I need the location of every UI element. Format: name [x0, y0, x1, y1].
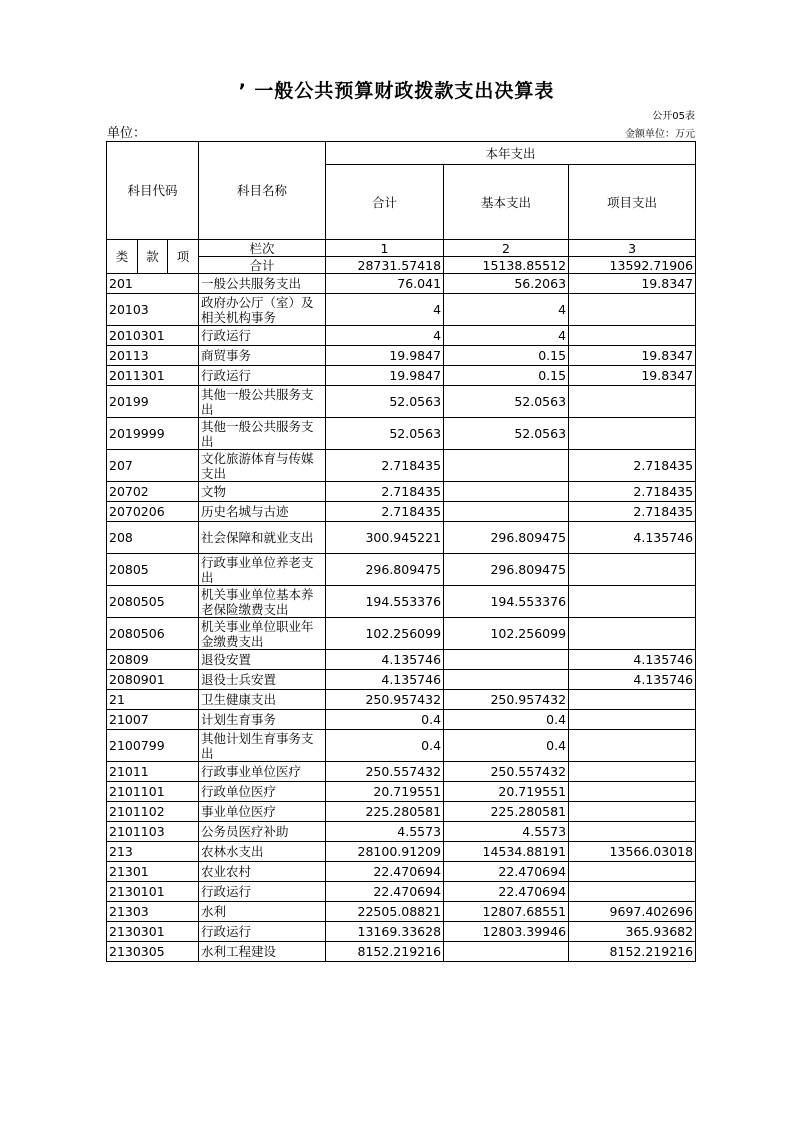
- header-total: 合计: [326, 165, 444, 240]
- row-project: [569, 782, 696, 802]
- row-code: 207: [107, 450, 199, 482]
- table-row: [107, 450, 696, 482]
- table-row: [107, 862, 696, 882]
- row-code: 21011: [107, 762, 199, 782]
- row-basic: 102.256099: [444, 618, 569, 650]
- row-project: 9697.402696: [569, 902, 696, 922]
- row-name: 行政运行: [199, 366, 326, 386]
- header-subject-code: 科目代码: [107, 142, 199, 240]
- header-basic: 基本支出: [444, 165, 569, 240]
- row-total: 52.0563: [326, 418, 444, 450]
- row-basic: 4: [444, 326, 569, 346]
- table-row: [107, 762, 696, 782]
- header-current-year: 本年支出: [326, 142, 696, 165]
- row-project: 19.8347: [569, 366, 696, 386]
- row-name: 商贸事务: [199, 346, 326, 366]
- row-project: 4.135746: [569, 522, 696, 554]
- row-code: 213: [107, 842, 199, 862]
- row-project: [569, 710, 696, 730]
- table-row: [107, 730, 696, 762]
- row-name: 其他一般公共服务支出: [199, 386, 326, 418]
- row-total: 22505.08821: [326, 902, 444, 922]
- table-row: [107, 842, 696, 862]
- row-project: 4.135746: [569, 670, 696, 690]
- header-column-no: 栏次: [199, 240, 326, 257]
- table-row: [107, 554, 696, 586]
- row-name: 农林水支出: [199, 842, 326, 862]
- row-name: 行政运行: [199, 882, 326, 902]
- row-project: [569, 882, 696, 902]
- row-basic: 250.957432: [444, 690, 569, 710]
- table-row: [107, 482, 696, 502]
- table-row: [107, 942, 696, 962]
- row-code: 2019999: [107, 418, 199, 450]
- row-code: 20809: [107, 650, 199, 670]
- table-row: [107, 326, 696, 346]
- row-code: 21007: [107, 710, 199, 730]
- row-name: 文物: [199, 482, 326, 502]
- table-row: [107, 502, 696, 522]
- row-code: 2101102: [107, 802, 199, 822]
- row-basic: 22.470694: [444, 862, 569, 882]
- header-kuan: 款: [138, 240, 168, 274]
- unit-label: 单位：: [107, 126, 147, 141]
- row-name: 事业单位医疗: [199, 802, 326, 822]
- row-code: 201: [107, 274, 199, 294]
- row-code: 2080901: [107, 670, 199, 690]
- row-basic: 194.553376: [444, 586, 569, 618]
- row-name: 退役士兵安置: [199, 670, 326, 690]
- header-col1: 1: [326, 240, 444, 257]
- table-row: [107, 882, 696, 902]
- header-project: 项目支出: [569, 165, 696, 240]
- row-project: [569, 618, 696, 650]
- row-code: 2101101: [107, 782, 199, 802]
- row-code: 2101103: [107, 822, 199, 842]
- row-total: 296.809475: [326, 554, 444, 586]
- row-project: 19.8347: [569, 274, 696, 294]
- row-basic: [444, 942, 569, 962]
- row-basic: 22.470694: [444, 882, 569, 902]
- table-row: [107, 294, 696, 326]
- row-code: 20805: [107, 554, 199, 586]
- row-total: 4: [326, 326, 444, 346]
- row-basic: [444, 502, 569, 522]
- table-row: [107, 274, 696, 294]
- row-name: 社会保障和就业支出: [199, 522, 326, 554]
- row-basic: [444, 450, 569, 482]
- row-project: 2.718435: [569, 482, 696, 502]
- row-basic: 0.4: [444, 710, 569, 730]
- row-total: 4.5573: [326, 822, 444, 842]
- row-code: 21303: [107, 902, 199, 922]
- row-code: 21301: [107, 862, 199, 882]
- row-basic: 0.4: [444, 730, 569, 762]
- row-basic: 225.280581: [444, 802, 569, 822]
- expenditure-table: [106, 141, 696, 962]
- row-basic: 56.2063: [444, 274, 569, 294]
- row-total: 76.041: [326, 274, 444, 294]
- row-total: 102.256099: [326, 618, 444, 650]
- table-row: [107, 690, 696, 710]
- row-name: 行政运行: [199, 922, 326, 942]
- row-code: 2130305: [107, 942, 199, 962]
- row-total: 0.4: [326, 710, 444, 730]
- row-code: 2080506: [107, 618, 199, 650]
- row-basic: 52.0563: [444, 386, 569, 418]
- grand-total-total: 28731.57418: [326, 257, 444, 274]
- header-lei: 类: [107, 240, 138, 274]
- row-project: 13566.03018: [569, 842, 696, 862]
- row-name: 行政单位医疗: [199, 782, 326, 802]
- table-row: [107, 670, 696, 690]
- row-name: 文化旅游体育与传媒支出: [199, 450, 326, 482]
- row-code: 2130101: [107, 882, 199, 902]
- row-total: 28100.91209: [326, 842, 444, 862]
- header-xiang: 项: [168, 240, 199, 274]
- row-basic: 4: [444, 294, 569, 326]
- row-name: 其他计划生育事务支出: [199, 730, 326, 762]
- row-project: 19.8347: [569, 346, 696, 366]
- table-row: [107, 802, 696, 822]
- row-name: 计划生育事务: [199, 710, 326, 730]
- row-name: 行政事业单位医疗: [199, 762, 326, 782]
- row-total: 4.135746: [326, 670, 444, 690]
- row-total: 22.470694: [326, 882, 444, 902]
- row-basic: 14534.88191: [444, 842, 569, 862]
- row-project: [569, 554, 696, 586]
- row-basic: 20.719551: [444, 782, 569, 802]
- row-project: 365.93682: [569, 922, 696, 942]
- row-name: 农业农村: [199, 862, 326, 882]
- row-basic: 0.15: [444, 366, 569, 386]
- row-total: 4: [326, 294, 444, 326]
- table-body: [107, 274, 696, 962]
- row-code: 20103: [107, 294, 199, 326]
- row-project: 2.718435: [569, 502, 696, 522]
- row-project: [569, 802, 696, 822]
- row-code: 208: [107, 522, 199, 554]
- header-col2: 2: [444, 240, 569, 257]
- row-project: [569, 586, 696, 618]
- table-row: [107, 386, 696, 418]
- grand-total-project: 13592.71906: [569, 257, 696, 274]
- row-code: 20199: [107, 386, 199, 418]
- row-total: 250.557432: [326, 762, 444, 782]
- header-col3: 3: [569, 240, 696, 257]
- row-code: 2011301: [107, 366, 199, 386]
- row-basic: 0.15: [444, 346, 569, 366]
- row-project: 4.135746: [569, 650, 696, 670]
- grand-total-basic: 15138.85512: [444, 257, 569, 274]
- row-project: [569, 862, 696, 882]
- row-name: 行政运行: [199, 326, 326, 346]
- row-code: 21: [107, 690, 199, 710]
- row-total: 19.9847: [326, 366, 444, 386]
- row-code: 2070206: [107, 502, 199, 522]
- table-row: [107, 922, 696, 942]
- table-row: [107, 586, 696, 618]
- row-code: 20702: [107, 482, 199, 502]
- row-name: 卫生健康支出: [199, 690, 326, 710]
- row-name: 机关事业单位职业年金缴费支出: [199, 618, 326, 650]
- row-code: 2010301: [107, 326, 199, 346]
- row-basic: 52.0563: [444, 418, 569, 450]
- row-basic: [444, 482, 569, 502]
- row-name: 其他一般公共服务支出: [199, 418, 326, 450]
- header-subject-name: 科目名称: [199, 142, 326, 240]
- row-basic: [444, 650, 569, 670]
- row-basic: 250.557432: [444, 762, 569, 782]
- page-title: ’ 一般公共预算财政拨款支出决算表: [238, 80, 555, 102]
- row-name: 行政事业单位养老支出: [199, 554, 326, 586]
- row-total: 250.957432: [326, 690, 444, 710]
- row-total: 2.718435: [326, 502, 444, 522]
- row-basic: 4.5573: [444, 822, 569, 842]
- row-total: 8152.219216: [326, 942, 444, 962]
- row-name: 机关事业单位基本养老保险缴费支出: [199, 586, 326, 618]
- table-row: [107, 346, 696, 366]
- table-row: [107, 902, 696, 922]
- row-code: 2080505: [107, 586, 199, 618]
- row-total: 225.280581: [326, 802, 444, 822]
- row-project: [569, 386, 696, 418]
- row-name: 历史名城与古迹: [199, 502, 326, 522]
- table-row: [107, 782, 696, 802]
- table-row: [107, 650, 696, 670]
- form-number: 公开05表: [652, 111, 695, 122]
- row-code: 2100799: [107, 730, 199, 762]
- row-project: [569, 294, 696, 326]
- table-row: [107, 618, 696, 650]
- row-project: [569, 326, 696, 346]
- row-name: 水利工程建设: [199, 942, 326, 962]
- row-project: [569, 822, 696, 842]
- row-total: 19.9847: [326, 346, 444, 366]
- row-total: 300.945221: [326, 522, 444, 554]
- row-project: [569, 730, 696, 762]
- row-project: [569, 418, 696, 450]
- row-basic: 12807.68551: [444, 902, 569, 922]
- row-name: 政府办公厅（室）及相关机构事务: [199, 294, 326, 326]
- row-total: 20.719551: [326, 782, 444, 802]
- row-total: 2.718435: [326, 450, 444, 482]
- row-total: 2.718435: [326, 482, 444, 502]
- row-name: 一般公共服务支出: [199, 274, 326, 294]
- row-basic: [444, 670, 569, 690]
- row-total: 194.553376: [326, 586, 444, 618]
- row-code: 20113: [107, 346, 199, 366]
- row-project: [569, 690, 696, 710]
- row-basic: 296.809475: [444, 554, 569, 586]
- amount-unit: 金额单位：万元: [625, 129, 695, 140]
- row-basic: 296.809475: [444, 522, 569, 554]
- row-total: 4.135746: [326, 650, 444, 670]
- table-row: [107, 366, 696, 386]
- table-row: [107, 710, 696, 730]
- row-total: 52.0563: [326, 386, 444, 418]
- row-project: 2.718435: [569, 450, 696, 482]
- row-name: 退役安置: [199, 650, 326, 670]
- row-name: 水利: [199, 902, 326, 922]
- row-project: 8152.219216: [569, 942, 696, 962]
- row-project: [569, 762, 696, 782]
- row-total: 22.470694: [326, 862, 444, 882]
- table-row: [107, 418, 696, 450]
- row-total: 13169.33628: [326, 922, 444, 942]
- grand-total-label: 合计: [199, 257, 326, 274]
- table-row: [107, 522, 696, 554]
- row-name: 公务员医疗补助: [199, 822, 326, 842]
- row-code: 2130301: [107, 922, 199, 942]
- table-row: [107, 822, 696, 842]
- row-basic: 12803.39946: [444, 922, 569, 942]
- row-total: 0.4: [326, 730, 444, 762]
